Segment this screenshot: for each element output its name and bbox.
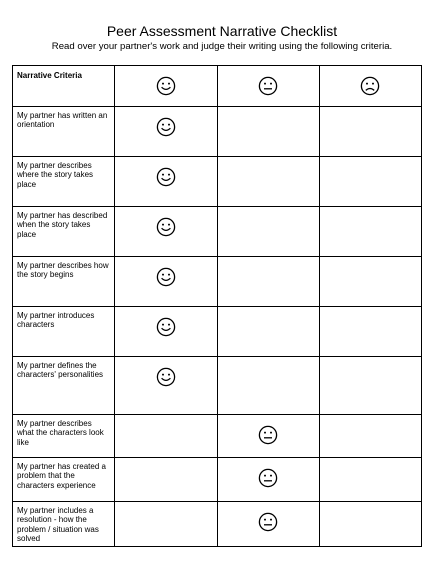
table-row [13, 415, 422, 458]
neutral-rating-cell[interactable] [217, 415, 319, 458]
smiley-face-icon [156, 167, 176, 187]
table-row [13, 157, 422, 207]
happy-header-cell[interactable] [115, 66, 217, 107]
criterion-text: My partner has created a problem that the characters experience [17, 462, 106, 490]
happy-rating-cell[interactable] [115, 357, 217, 415]
neutral-rating-cell[interactable] [217, 502, 319, 547]
criteria-header-label: Narrative Criteria [17, 71, 82, 80]
neutral-rating-cell[interactable] [217, 207, 319, 257]
neutral-face-icon [258, 512, 278, 532]
happy-rating-cell[interactable] [115, 257, 217, 307]
criterion-text: My partner introduces characters [17, 311, 95, 330]
frowning-face-icon [360, 76, 380, 96]
criterion-text: My partner describes where the story takes place [17, 161, 94, 189]
neutral-rating-cell[interactable] [217, 458, 319, 502]
sad-rating-cell[interactable] [319, 458, 421, 502]
happy-rating-cell[interactable] [115, 107, 217, 157]
criterion-cell [13, 458, 115, 502]
criterion-cell [13, 207, 115, 257]
table-row [13, 357, 422, 415]
neutral-rating-cell[interactable] [217, 257, 319, 307]
criterion-text: My partner has written an orientation [17, 111, 108, 130]
criteria-header-cell [13, 66, 115, 107]
neutral-rating-cell[interactable] [217, 307, 319, 357]
table-row [13, 207, 422, 257]
table-row [13, 307, 422, 357]
table-row [13, 458, 422, 502]
criterion-cell [13, 107, 115, 157]
neutral-rating-cell[interactable] [217, 107, 319, 157]
header-row [13, 66, 422, 107]
sad-rating-cell[interactable] [319, 502, 421, 547]
sad-header-cell[interactable] [319, 66, 421, 107]
checklist-table [12, 65, 422, 547]
criterion-cell [13, 157, 115, 207]
neutral-header-cell[interactable] [217, 66, 319, 107]
criterion-text: My partner includes a resolution - how the problem / situation was solved [17, 506, 99, 543]
criterion-text: My partner describes how the story begins [17, 261, 109, 280]
criterion-text: My partner describes what the characters look like [17, 419, 104, 447]
neutral-rating-cell[interactable] [217, 157, 319, 207]
smiley-face-icon [156, 217, 176, 237]
smiley-face-icon [156, 267, 176, 287]
neutral-face-icon [258, 468, 278, 488]
neutral-face-icon [258, 76, 278, 96]
neutral-rating-cell[interactable] [217, 357, 319, 415]
criterion-cell [13, 357, 115, 415]
criterion-cell [13, 415, 115, 458]
instructions: Read over your partner's work and judge their writing using the following criteria. [51, 41, 393, 52]
happy-rating-cell[interactable] [115, 415, 217, 458]
happy-rating-cell[interactable] [115, 157, 217, 207]
criterion-cell [13, 257, 115, 307]
sad-rating-cell[interactable] [319, 257, 421, 307]
smiley-face-icon [156, 76, 176, 96]
criterion-text: My partner defines the characters' personalities [17, 361, 104, 380]
table-row [13, 257, 422, 307]
smiley-face-icon [156, 367, 176, 387]
sad-rating-cell[interactable] [319, 415, 421, 458]
neutral-face-icon [258, 425, 278, 445]
sad-rating-cell[interactable] [319, 157, 421, 207]
sad-rating-cell[interactable] [319, 357, 421, 415]
criterion-text: My partner has described when the story takes place [17, 211, 108, 239]
happy-rating-cell[interactable] [115, 502, 217, 547]
sad-rating-cell[interactable] [319, 107, 421, 157]
table-row [13, 502, 422, 547]
page-title: Peer Assessment Narrative Checklist [106, 23, 338, 39]
happy-rating-cell[interactable] [115, 307, 217, 357]
smiley-face-icon [156, 117, 176, 137]
table-row [13, 107, 422, 157]
sad-rating-cell[interactable] [319, 207, 421, 257]
smiley-face-icon [156, 317, 176, 337]
criterion-cell [13, 502, 115, 547]
happy-rating-cell[interactable] [115, 458, 217, 502]
happy-rating-cell[interactable] [115, 207, 217, 257]
sad-rating-cell[interactable] [319, 307, 421, 357]
criterion-cell [13, 307, 115, 357]
